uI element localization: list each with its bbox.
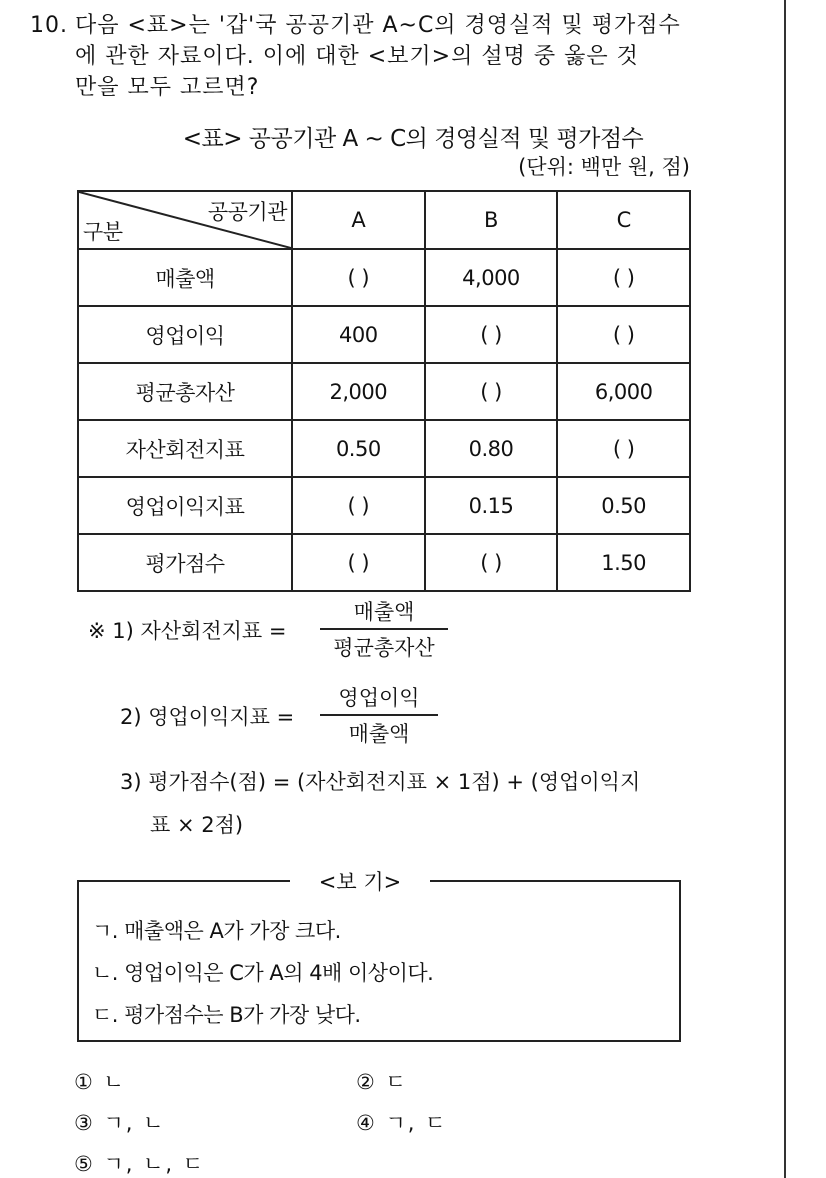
bogi-title: <보 기> bbox=[290, 866, 430, 896]
table-cell: 0.50 bbox=[557, 477, 690, 534]
choice-2[interactable]: ② ㄷ bbox=[356, 1070, 408, 1094]
fraction-bar bbox=[320, 628, 448, 630]
table-row bbox=[78, 306, 690, 363]
bogi-item-1: ㄱ. 매출액은 A가 가장 크다. bbox=[92, 919, 341, 943]
table-row bbox=[78, 420, 690, 477]
choice-1[interactable]: ① ㄴ bbox=[74, 1070, 126, 1094]
note-1-fraction bbox=[320, 596, 448, 662]
choice-4[interactable]: ④ ㄱ, ㄷ bbox=[356, 1111, 448, 1135]
note-1-prefix: ※ 1) 자산회전지표 = bbox=[88, 619, 287, 643]
note-2-fraction bbox=[320, 682, 438, 748]
corner-label-bottom: 구분 bbox=[83, 220, 123, 244]
table-row bbox=[78, 363, 690, 420]
table-cell: ( ) bbox=[557, 306, 690, 363]
corner-cell bbox=[78, 191, 292, 249]
column-header-a: A bbox=[292, 191, 425, 249]
note-3-line-2: 표 × 2점) bbox=[150, 813, 244, 837]
row-label: 평균총자산 bbox=[78, 363, 292, 420]
table-cell: 1.50 bbox=[557, 534, 690, 591]
table-cell: ( ) bbox=[557, 249, 690, 306]
page-margin-rule bbox=[784, 0, 786, 1178]
question-line-3: 만을 모두 고르면? bbox=[75, 75, 260, 100]
question-line-1: 다음 <표>는 '갑'국 공공기관 A~C의 경영실적 및 평가점수 bbox=[75, 13, 681, 38]
choice-3[interactable]: ③ ㄱ, ㄴ bbox=[74, 1111, 166, 1135]
table-cell: ( ) bbox=[557, 420, 690, 477]
column-header-c: C bbox=[557, 191, 690, 249]
table-unit: (단위: 백만 원, 점) bbox=[518, 155, 690, 179]
table-row bbox=[78, 477, 690, 534]
table-cell: ( ) bbox=[425, 363, 558, 420]
table-cell: 0.80 bbox=[425, 420, 558, 477]
table-cell: ( ) bbox=[292, 477, 425, 534]
note-3-line-1: 3) 평가점수(점) = (자산회전지표 × 1점) + (영업이익지 bbox=[120, 770, 641, 794]
row-label: 자산회전지표 bbox=[78, 420, 292, 477]
table-title: <표> 공공기관 A ~ C의 경영실적 및 평가점수 bbox=[182, 126, 644, 152]
row-label: 평가점수 bbox=[78, 534, 292, 591]
table-cell: ( ) bbox=[292, 534, 425, 591]
table-row bbox=[78, 249, 690, 306]
row-label: 영업이익지표 bbox=[78, 477, 292, 534]
bogi-item-3: ㄷ. 평가점수는 B가 가장 낮다. bbox=[92, 1003, 361, 1027]
table-cell: 0.15 bbox=[425, 477, 558, 534]
table-row bbox=[78, 534, 690, 591]
table-cell: 4,000 bbox=[425, 249, 558, 306]
table-cell: 400 bbox=[292, 306, 425, 363]
table-cell: 6,000 bbox=[557, 363, 690, 420]
table-cell: ( ) bbox=[425, 534, 558, 591]
note-1-denominator: 평균총자산 bbox=[333, 635, 435, 660]
note-2-denominator: 매출액 bbox=[348, 721, 410, 746]
row-label: 영업이익 bbox=[78, 306, 292, 363]
table-cell: ( ) bbox=[425, 306, 558, 363]
table-cell: 0.50 bbox=[292, 420, 425, 477]
column-header-b: B bbox=[425, 191, 558, 249]
row-label: 매출액 bbox=[78, 249, 292, 306]
question-number: 10. bbox=[30, 13, 68, 38]
choice-5[interactable]: ⑤ ㄱ, ㄴ, ㄷ bbox=[74, 1152, 206, 1176]
fraction-bar bbox=[320, 714, 438, 716]
table-header-row bbox=[78, 191, 690, 249]
note-2-prefix: 2) 영업이익지표 = bbox=[120, 705, 295, 729]
bogi-item-2: ㄴ. 영업이익은 C가 A의 4배 이상이다. bbox=[92, 961, 434, 985]
note-1-numerator: 매출액 bbox=[353, 600, 415, 624]
table-cell: 2,000 bbox=[292, 363, 425, 420]
corner-label-top: 공공기관 bbox=[207, 200, 287, 224]
note-2-numerator: 영업이익 bbox=[338, 686, 420, 710]
question-line-2: 에 관한 자료이다. 이에 대한 <보기>의 설명 중 옳은 것 bbox=[75, 44, 639, 69]
table-cell: ( ) bbox=[292, 249, 425, 306]
performance-table bbox=[77, 190, 691, 592]
